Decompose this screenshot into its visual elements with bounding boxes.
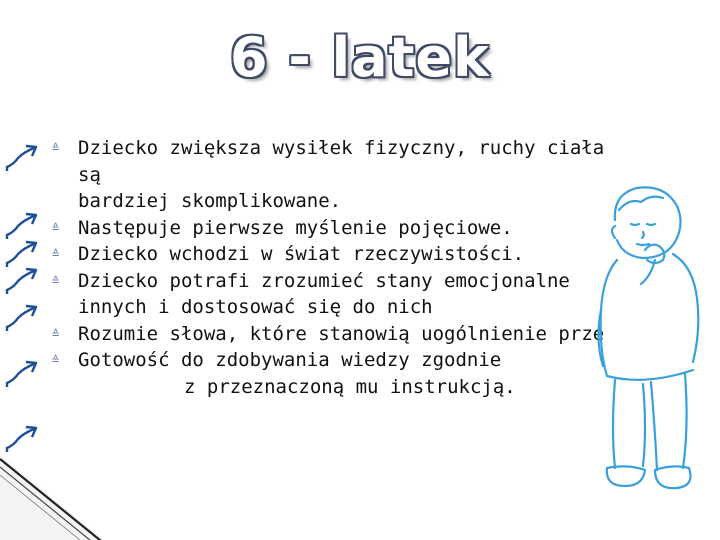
bullet-text: Dziecko zwiększa wysiłek fizyczny, ruchy ciała są	[78, 137, 605, 186]
list-item	[50, 347, 610, 400]
arrow-up-right-icon	[4, 142, 40, 172]
boy-illustration	[585, 180, 720, 520]
list-item	[50, 215, 610, 242]
list-item	[50, 241, 610, 268]
arrow-up-right-icon	[4, 358, 40, 388]
bullet-text: Dziecko wchodzi w świat rzeczywistości.	[78, 243, 525, 265]
bullet-text: Następuje pierwsze myślenie pojęciowe.	[78, 216, 513, 239]
chevron-bullet-icon: ≙	[52, 247, 60, 261]
bullet-text: Gotowość do zdobywania wiedzy zgodnie	[78, 349, 502, 371]
bullet-text-continued: bardziej skomplikowane.	[78, 190, 342, 212]
bullet-text-continued: innych i dostosować się do nich	[78, 296, 433, 318]
chevron-bullet-icon: ≙	[52, 326, 60, 341]
chevron-bullet-icon: ≙	[52, 141, 60, 155]
list-item	[50, 321, 610, 348]
arrow-up-right-icon	[4, 265, 40, 295]
bullet-text: Rozumie słowa, które stanowią uogólnienie prze	[78, 322, 605, 345]
arrow-up-right-icon	[4, 238, 40, 268]
chevron-bullet-icon: ≙	[52, 220, 60, 235]
bullet-text-continued: z przeznaczoną mu instrukcją.	[184, 375, 516, 398]
chevron-bullet-icon: ≙	[52, 353, 60, 367]
arrow-up-right-icon	[4, 423, 40, 453]
list-item	[50, 135, 610, 215]
arrow-up-right-icon	[4, 302, 40, 332]
chevron-bullet-icon: ≙	[52, 273, 60, 288]
list-item	[50, 268, 610, 321]
slide-title: 6 - latek	[230, 26, 490, 89]
arrow-up-right-icon	[4, 210, 40, 240]
bullet-text: Dziecko potrafi zrozumieć stany emocjonalne	[78, 269, 570, 292]
bullet-list	[50, 135, 610, 400]
corner-decoration	[0, 455, 110, 540]
